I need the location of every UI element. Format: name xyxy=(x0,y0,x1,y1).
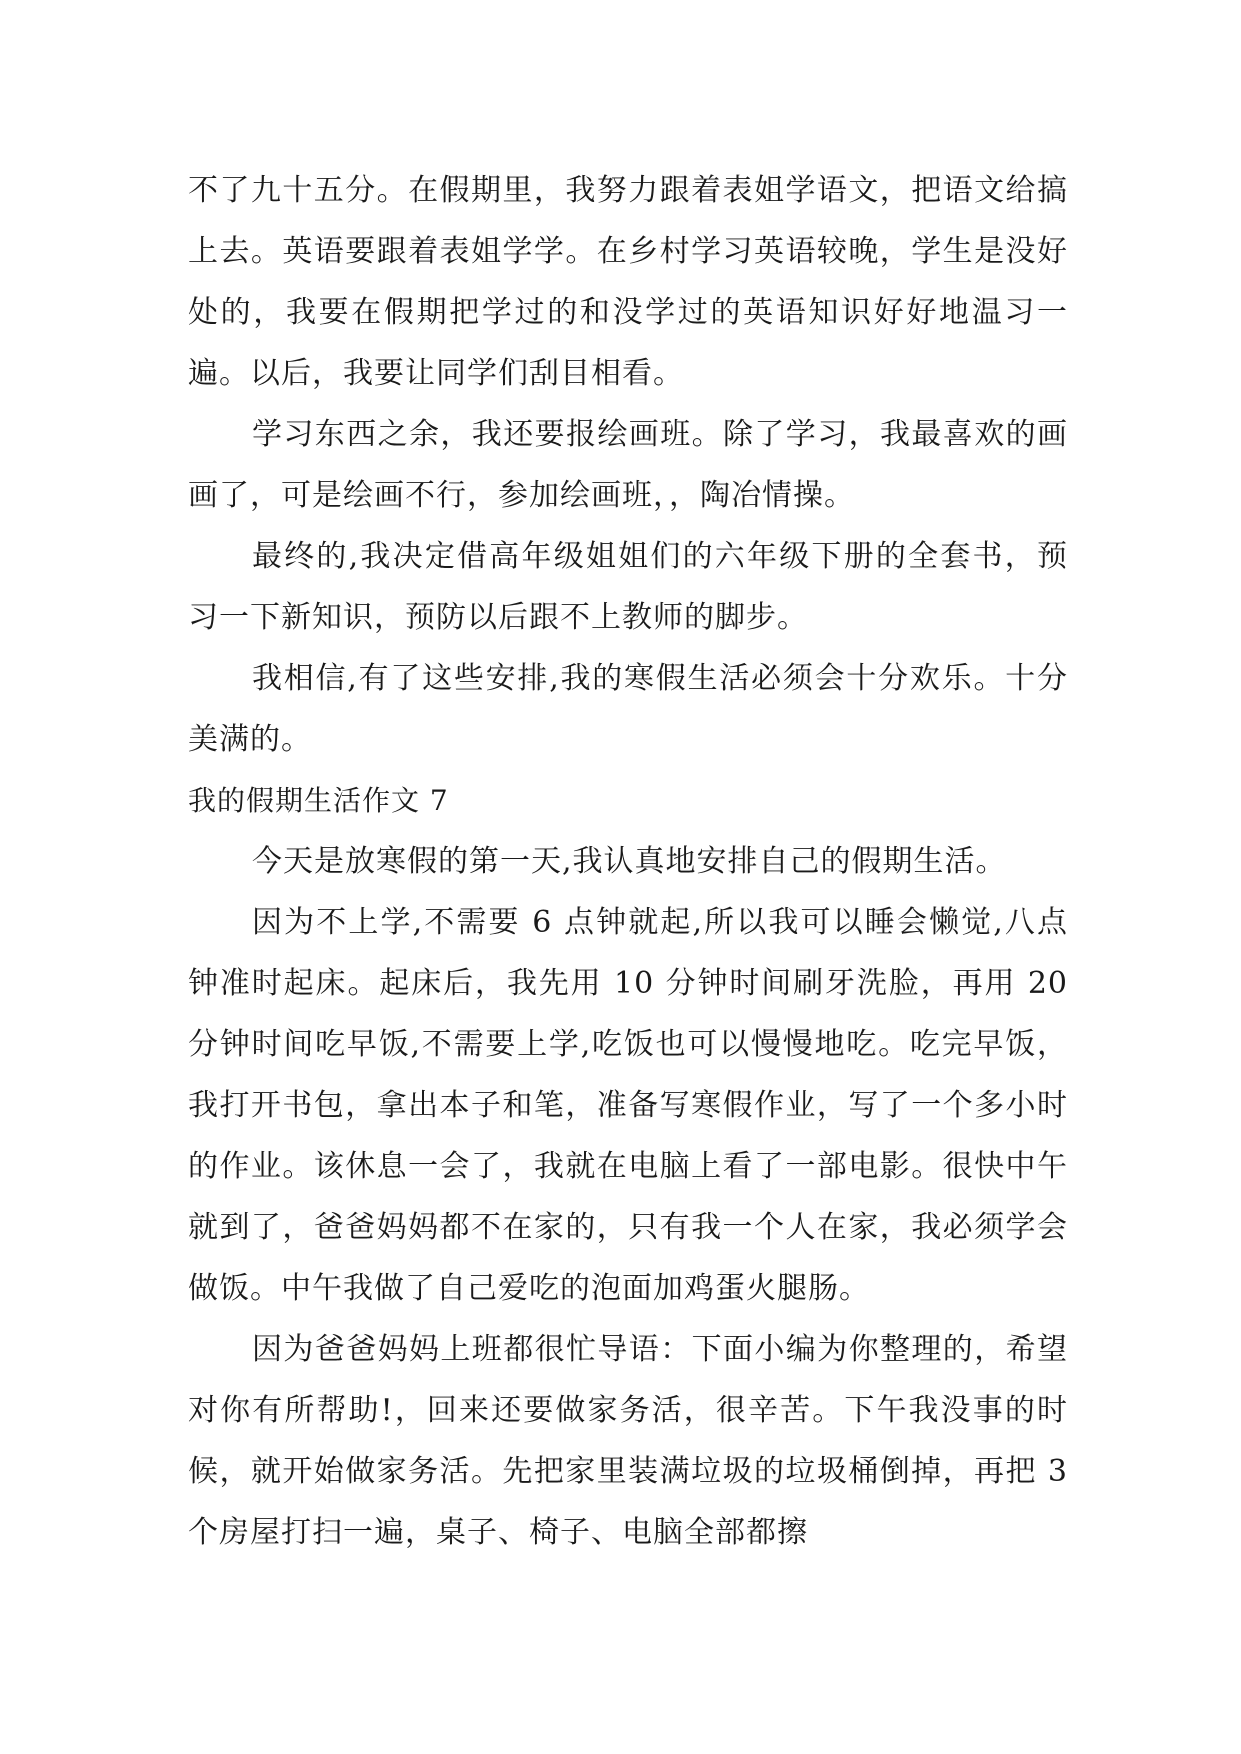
paragraph-6: 因为不上学,不需要 6 点钟就起,所以我可以睡会懒觉,八点钟准时起床。起床后，我先用 10 分钟时间刷牙洗脸，再用 20 分钟时间吃早饭,不需要上学,吃饭也可以慢慢地吃。吃完早饭，我打开书包，拿出本子和笔，准备写寒假作业，写了一个多小时的作业。该休息一会了，我就在电脑上看了一部电影。很快中午就到了，爸爸妈妈都不在家的，只有我一个人在家，我必须学会做饭。中午我做了自己爱吃的泡面加鸡蛋火腿肠。 xyxy=(188,905,1068,1306)
paragraph-4: 我相信,有了这些安排,我的寒假生活必须会十分欢乐。十分美满的。 xyxy=(188,661,1068,757)
paragraph-1: 不了九十五分。在假期里，我努力跟着表姐学语文，把语文给搞上去。英语要跟着表姐学学。在乡村学习英语较晚，学生是没好处的，我要在假期把学过的和没学过的英语知识好好地温习一遍。以后，我要让同学们刮目相看。 xyxy=(188,173,1068,391)
paragraph-5: 今天是放寒假的第一天,我认真地安排自己的假期生活。 xyxy=(252,844,1007,879)
document-body xyxy=(188,160,1068,1563)
paragraph-3: 最终的,我决定借高年级姐姐们的六年级下册的全套书，预习一下新知识，预防以后跟不上教师的脚步。 xyxy=(188,539,1068,635)
paragraph-2: 学习东西之余，我还要报绘画班。除了学习，我最喜欢的画画了，可是绘画不行，参加绘画班，，陶冶情操。 xyxy=(188,417,1068,513)
paragraph-7: 因为爸爸妈妈上班都很忙导语：下面小编为你整理的，希望对你有所帮助!，回来还要做家务活，很辛苦。下午我没事的时候，就开始做家务活。先把家里装满垃圾的垃圾桶倒掉，再把 3 个房屋打扫一遍，桌子、椅子、电脑全部都擦 xyxy=(188,1332,1068,1550)
section-heading: 我的假期生活作文 7 xyxy=(188,784,449,817)
